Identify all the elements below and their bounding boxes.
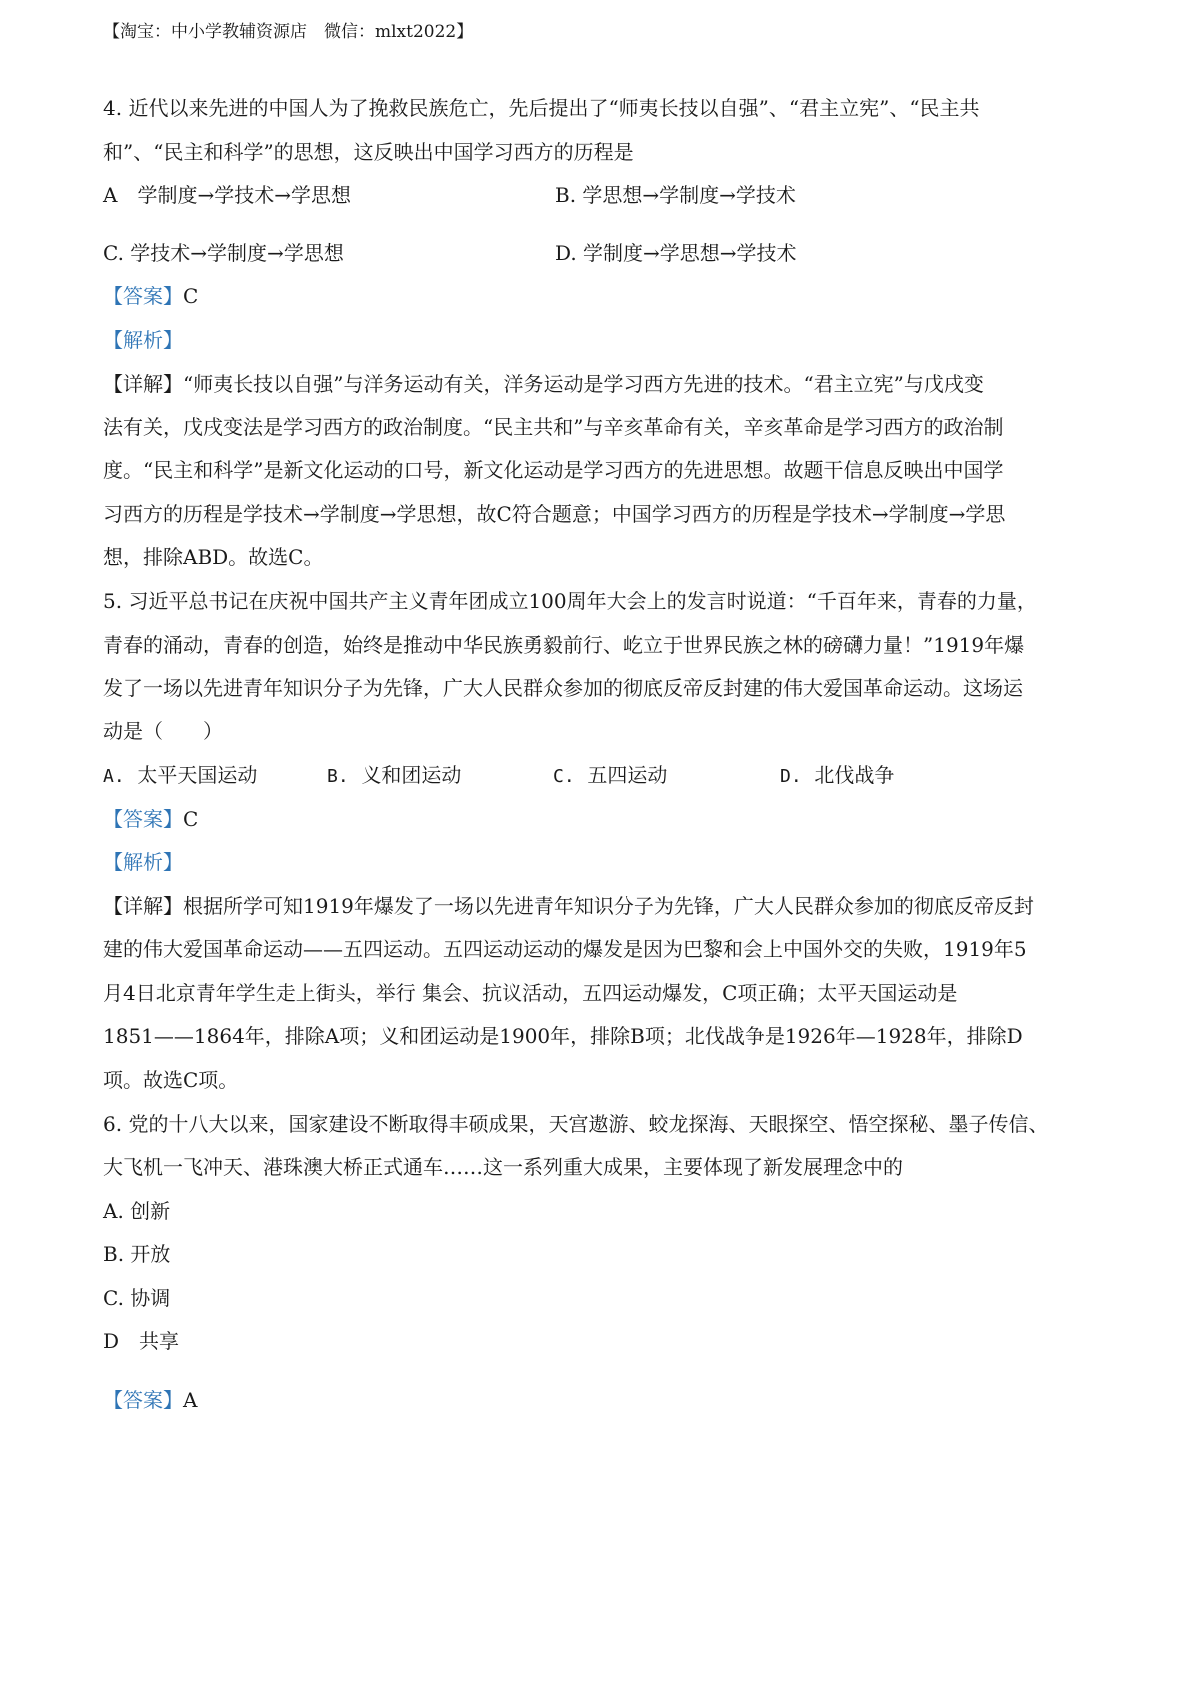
answer-tag: 【答案】	[103, 284, 183, 308]
q5-detail-line-1: 【详解】根据所学可知1919年爆发了一场以先进青年知识分子为先锋，广大人民群众参加的彻底反帝反封	[103, 894, 1034, 918]
q5-stem-line-4: 动是（ ）	[103, 719, 223, 743]
q6-option-d: D 共享	[103, 1329, 180, 1353]
q4-stem-line-1: 4. 近代以来先进的中国人为了挽救民族危亡，先后提出了“师夷长技以自强”、“君主立宪”、“民主共	[103, 96, 980, 120]
answer-tag: 【答案】	[103, 807, 183, 831]
q4-analysis-tag: 【解析】	[103, 328, 183, 352]
q6-stem-line-1: 6. 党的十八大以来，国家建设不断取得丰硕成果，天宫遨游、蛟龙探海、天眼探空、悟空探秘、墨子传信、	[103, 1112, 1049, 1136]
q5-stem-line-2: 青春的涌动，青春的创造，始终是推动中华民族勇毅前行、屹立于世界民族之林的磅礴力量！”1919年爆	[103, 633, 1025, 657]
q4-detail-line-2: 法有关，戊戌变法是学习西方的政治制度。“民主共和”与辛亥革命有关，辛亥革命是学习西方的政治制	[103, 415, 1004, 439]
q4-option-d: D. 学制度→学思想→学技术	[555, 241, 797, 265]
q5-option-a: A. 太平天国运动	[103, 763, 258, 787]
q6-option-a: A. 创新	[103, 1199, 171, 1223]
q6-stem-line-2: 大飞机一飞冲天、港珠澳大桥正式通车……这一系列重大成果，主要体现了新发展理念中的	[103, 1155, 903, 1179]
q4-detail-line-4: 习西方的历程是学技术→学制度→学思想，故C符合题意；中国学习西方的历程是学技术→学制度→学思	[103, 502, 1006, 526]
q5-detail-line-3: 月4日北京青年学生走上街头，举行 集会、抗议活动，五四运动爆发，C项正确；太平天国运动是	[103, 981, 958, 1005]
q5-detail-line-2: 建的伟大爱国革命运动——五四运动。五四运动运动的爆发是因为巴黎和会上中国外交的失败，1919年5	[103, 937, 1027, 961]
page-header: 【淘宝：中小学教辅资源店 微信：mlxt2022】	[103, 22, 474, 42]
q5-stem-line-1: 5. 习近平总书记在庆祝中国共产主义青年团成立100周年大会上的发言时说道：“千百年来，青春的力量，	[103, 589, 1037, 613]
q5-stem-line-3: 发了一场以先进青年知识分子为先锋，广大人民群众参加的彻底反帝反封建的伟大爱国革命运动。这场运	[103, 676, 1023, 700]
answer-value: C	[183, 284, 199, 308]
q5-answer	[103, 809, 198, 829]
q5-analysis-tag: 【解析】	[103, 850, 183, 874]
q5-option-b: B. 义和团运动	[327, 763, 462, 787]
q4-answer	[103, 286, 198, 306]
answer-value: A	[183, 1388, 198, 1412]
answer-value: C	[183, 807, 199, 831]
q5-detail-line-5: 项。故选C项。	[103, 1068, 239, 1092]
q4-detail-line-3: 度。“民主和科学”是新文化运动的口号，新文化运动是学习西方的先进思想。故题干信息反映出中国学	[103, 458, 1004, 482]
answer-tag: 【答案】	[103, 1388, 183, 1412]
q4-option-c: C. 学技术→学制度→学思想	[103, 241, 344, 265]
q5-detail-line-4: 1851——1864年，排除A项；义和团运动是1900年，排除B项；北伐战争是1926年—1928年，排除D	[103, 1024, 1023, 1048]
q6-answer	[103, 1390, 197, 1410]
q4-option-b: B. 学思想→学制度→学技术	[555, 183, 796, 207]
q6-option-c: C. 协调	[103, 1286, 171, 1310]
q4-option-a: A 学制度→学技术→学思想	[103, 183, 351, 207]
q5-option-c: C. 五四运动	[553, 763, 668, 787]
detail-tag: 【详解】	[103, 894, 183, 918]
q4-detail-line-1: 【详解】“师夷长技以自强”与洋务运动有关，洋务运动是学习西方先进的技术。“君主立宪”与戊戌变	[103, 372, 984, 396]
q5-option-d: D. 北伐战争	[780, 763, 895, 787]
q4-stem-line-2: 和”、“民主和科学”的思想，这反映出中国学习西方的历程是	[103, 140, 634, 164]
q4-detail-line-5: 想，排除ABD。故选C。	[103, 545, 324, 569]
q6-option-b: B. 开放	[103, 1242, 171, 1266]
detail-tag: 【详解】	[103, 372, 183, 396]
